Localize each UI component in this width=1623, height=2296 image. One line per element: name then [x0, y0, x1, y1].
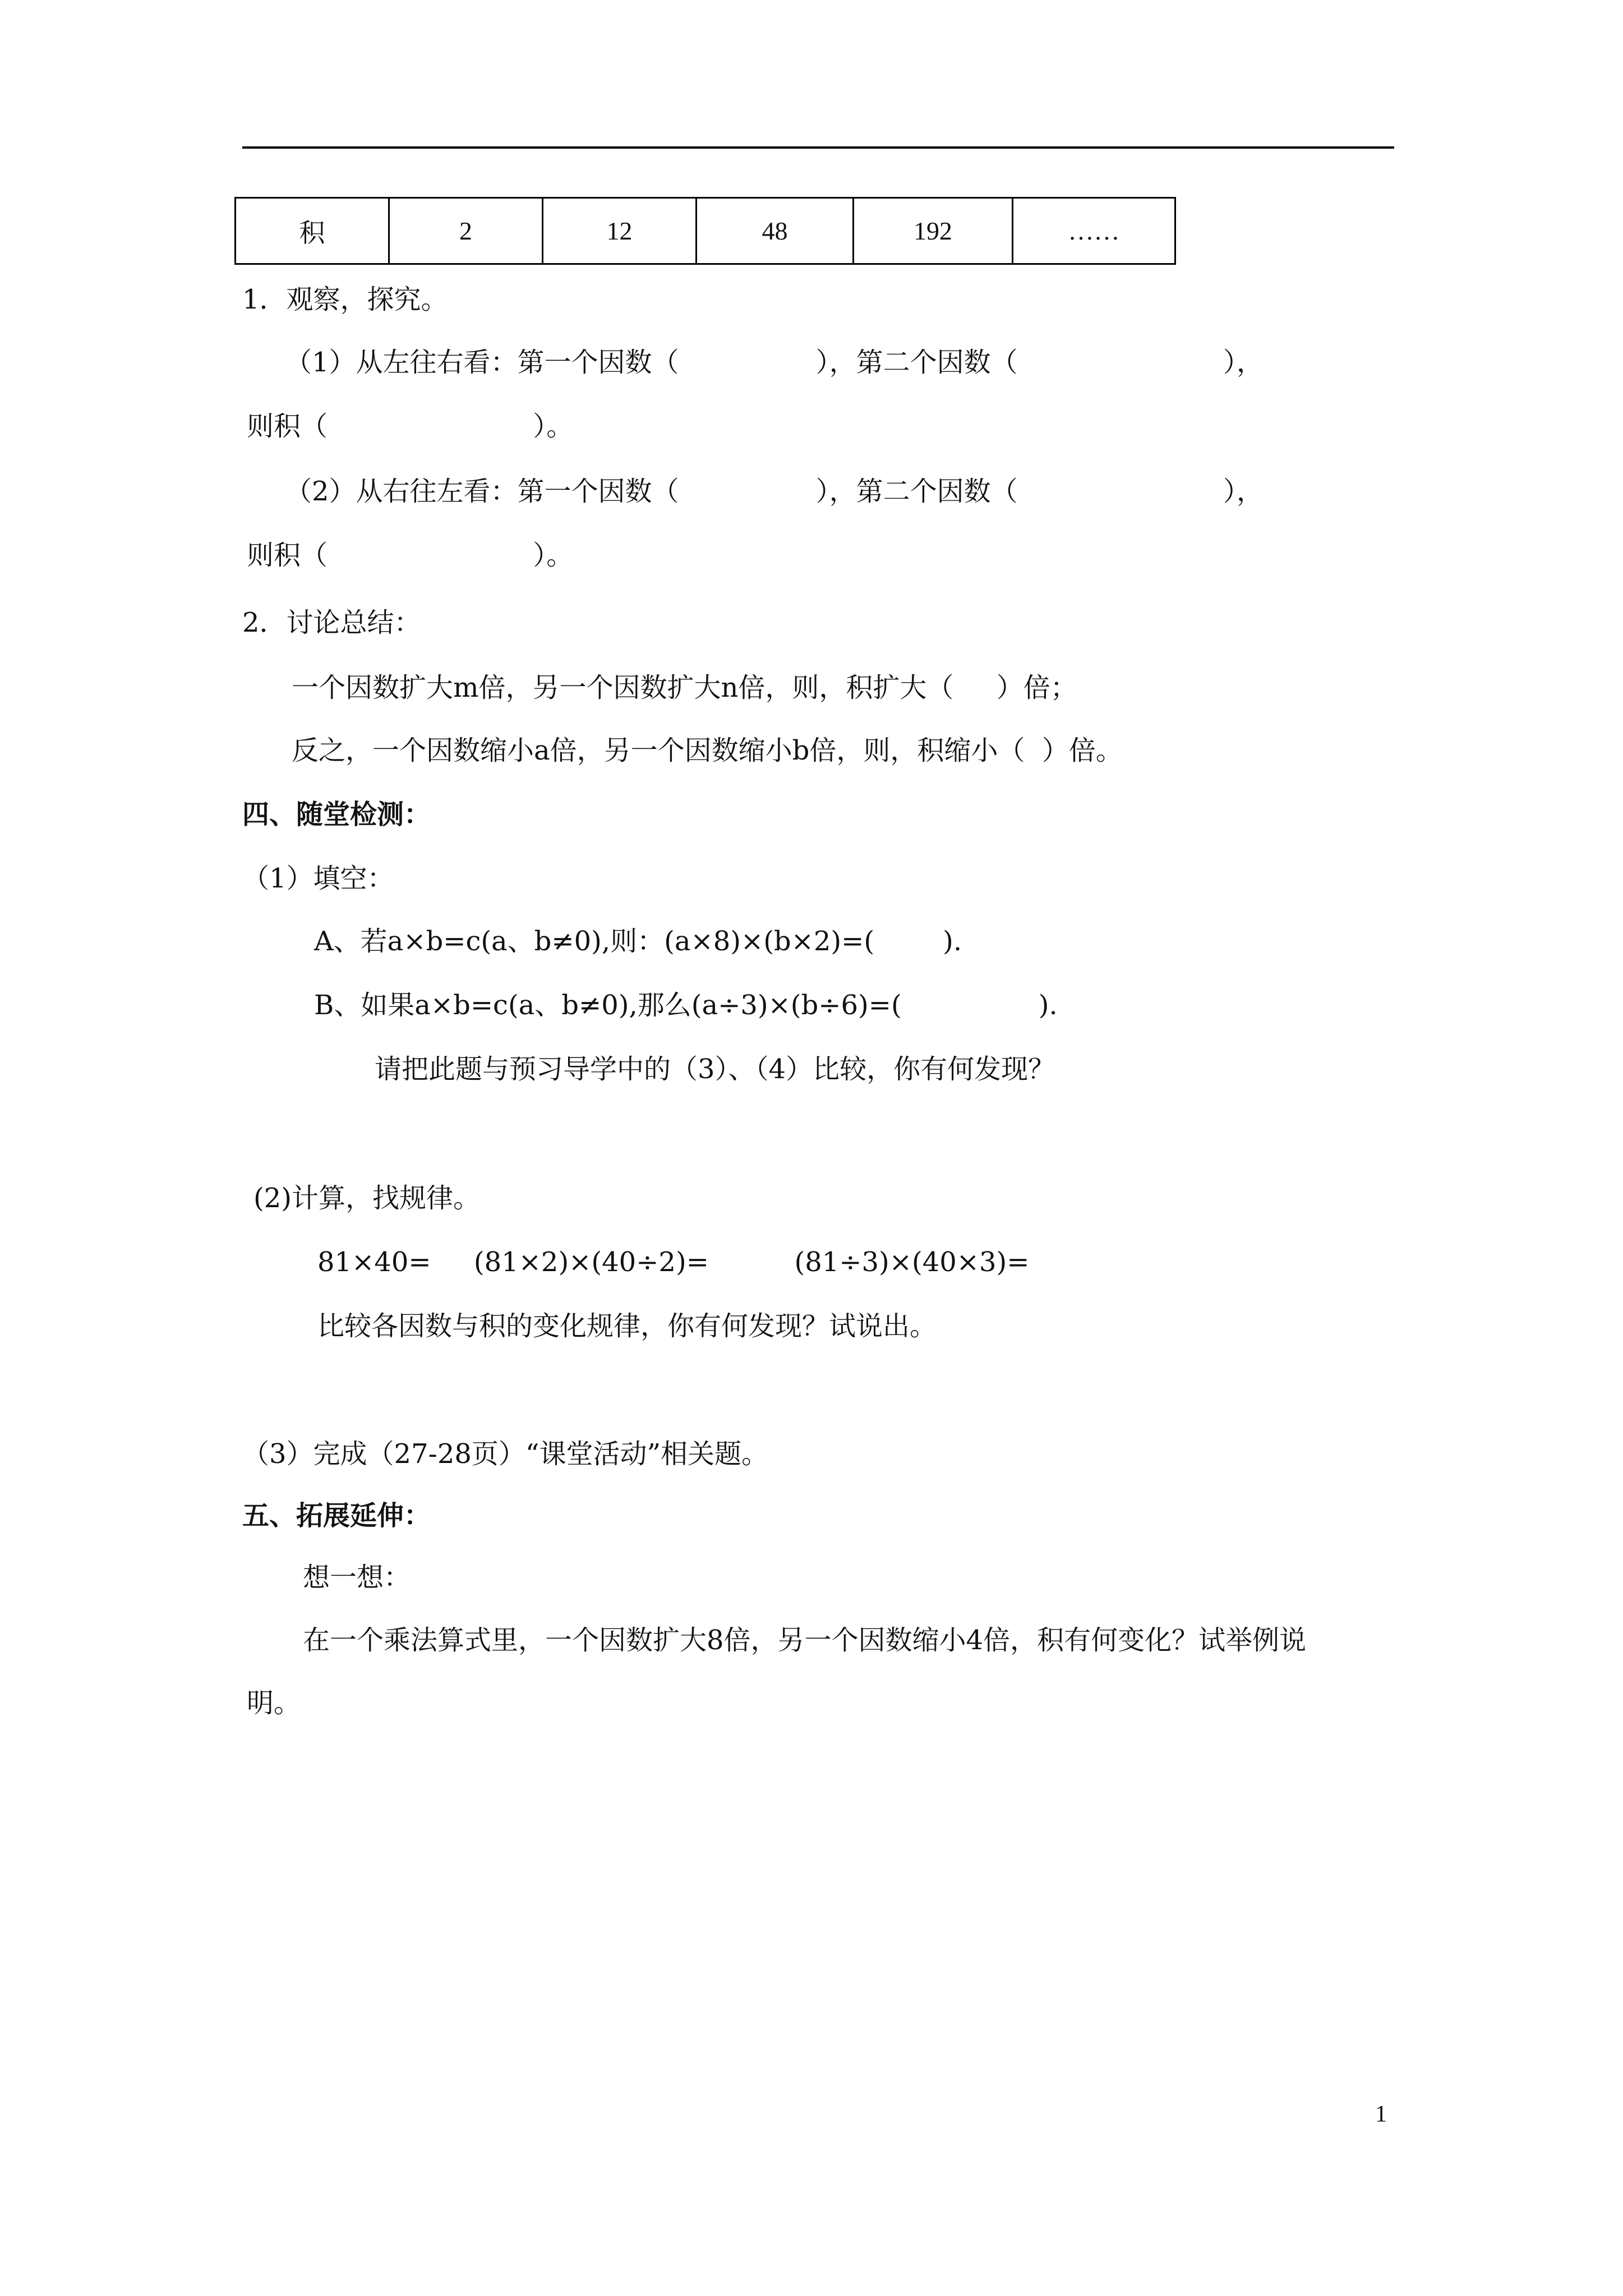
q1-a: A、若a×b=c(a、b≠0),则：(a×8)×(b×2)=( ).	[314, 926, 962, 957]
q1-b: B、如果a×b=c(a、b≠0),那么(a÷3)×(b÷6)=( ).	[314, 990, 1058, 1021]
table-cell: 12	[543, 198, 697, 264]
q1-heading: （1）填空：	[242, 863, 394, 894]
section4-heading: 四、随堂检测：	[242, 799, 431, 830]
section1-heading: 1．观察，探究。	[242, 284, 448, 315]
q1-note: 请把此题与预习导学中的（3）、（4）比较，你有何发现？	[375, 1053, 1055, 1085]
extension-line1: 在一个乘法算式里，一个因数扩大8倍，另一个因数缩小4倍，积有何变化？试举例说	[303, 1625, 1307, 1656]
observe-item2-line1: （2）从右往左看：第一个因数（ ），第二个因数（ ），	[285, 476, 1264, 507]
table-row	[236, 198, 1175, 264]
summary-line1: 一个因数扩大m倍，另一个因数扩大n倍，则，积扩大（ ）倍；	[292, 672, 1077, 703]
product-table	[234, 197, 1176, 265]
section5-sub: 想一想：	[303, 1562, 411, 1593]
section5-heading: 五、拓展延伸：	[242, 1500, 431, 1531]
observe-item1-line2: 则积（ ）。	[247, 411, 574, 442]
q2-heading: (2)计算，找规律。	[253, 1182, 480, 1214]
q2-calculations: 81×40= (81×2)×(40÷2)= (81÷3)×(40×3)=	[317, 1246, 1030, 1278]
header-rule	[242, 146, 1394, 149]
q2-note: 比较各因数与积的变化规律，你有何发现？试说出。	[317, 1310, 937, 1342]
section2-heading: 2．讨论总结：	[242, 607, 421, 638]
extension-line2: 明。	[247, 1687, 301, 1719]
table-cell: 48	[697, 198, 854, 264]
table-cell: 192	[854, 198, 1013, 264]
table-cell: 2	[389, 198, 543, 264]
table-cell: ……	[1013, 198, 1175, 264]
table-row-label: 积	[236, 198, 389, 264]
summary-line2: 反之，一个因数缩小a倍，另一个因数缩小b倍，则，积缩小（ ）倍。	[292, 735, 1123, 766]
observe-item1-line1: （1）从左往右看：第一个因数（ ），第二个因数（ ），	[285, 347, 1264, 378]
page-number: 1	[1375, 2101, 1387, 2127]
observe-item2-line2: 则积（ ）。	[247, 540, 574, 571]
q3: （3）完成（27-28页）“课堂活动”相关题。	[242, 1438, 768, 1470]
